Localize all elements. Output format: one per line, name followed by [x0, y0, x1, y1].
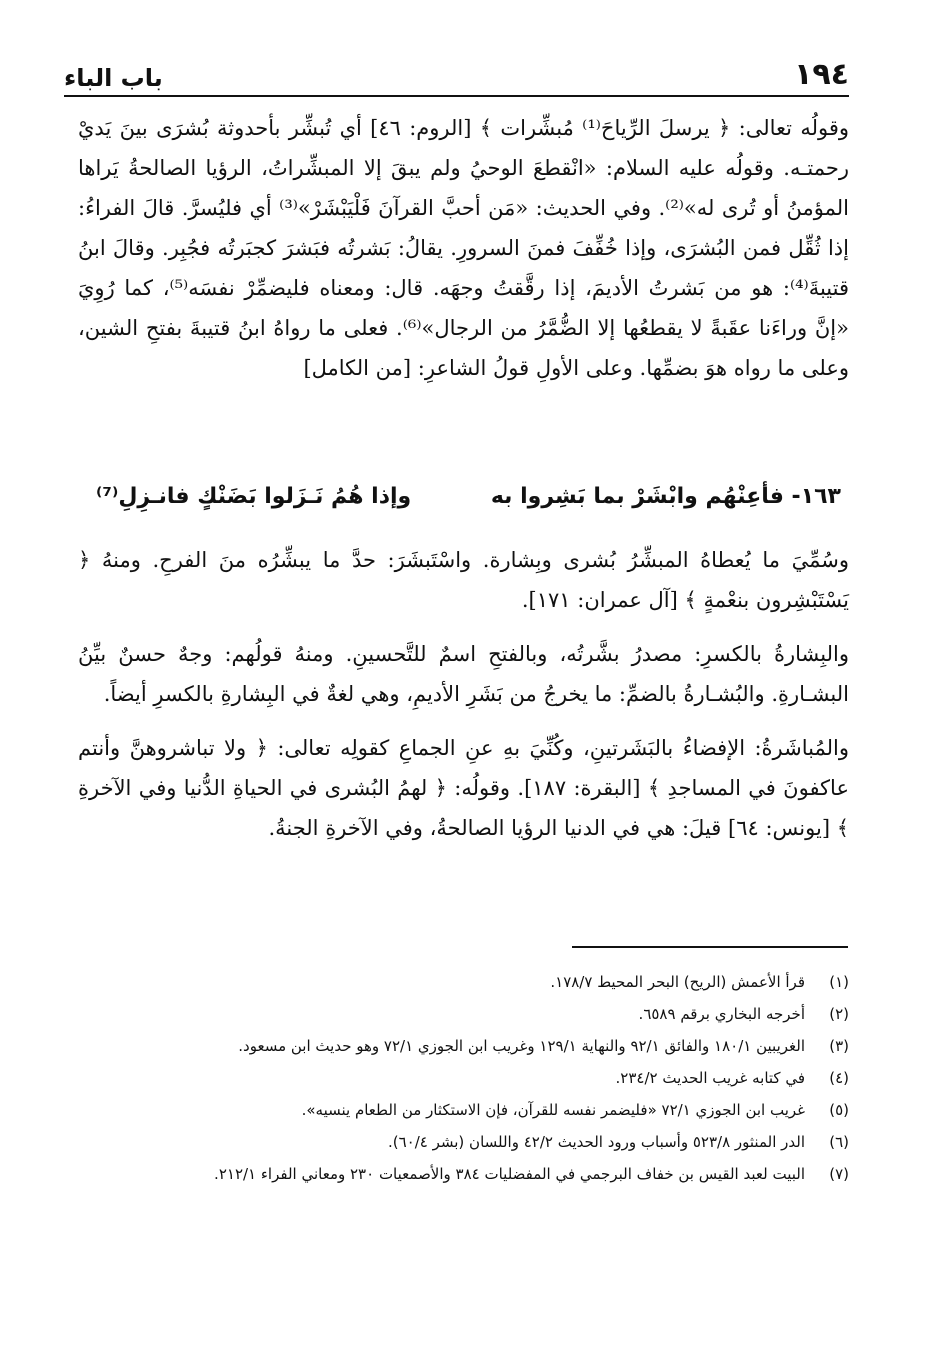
- verse-second-hemistich: وإذا هُمُ نَـزَلوا بَضَنْكٍ فانـزِلِ⁽⁷⁾: [96, 484, 412, 509]
- paragraph: وسُمِّيَ ما يُعطاهُ المبشِّرُ بُشرى وبِشارة. واسْتَبشَرَ: حدَّ ما يبشِّرُه منَ الفرحِ. ومنهُ ﴿ يَسْتَبْشِرون بنعْمةٍ ﴾ [آل عمران: ١٧١].: [78, 548, 849, 612]
- poetry-verse: [96, 484, 841, 530]
- paragraph: والبِشارةُ بالكسرِ: مصدرُ بشَّرتُه، وبالفتحِ اسمٌ للتَّحسينِ. ومنهُ قولُهم: وجهٌ حسنٌ بيِّنُ البشـارةِ. والبُشـارةُ بالضمِّ: ما يخرجُ من بَشَرِ الأديمِ، وهي لغةٌ في البِشارةِ بالكسرِ أيضاً.: [78, 642, 849, 706]
- footnote: [78, 1000, 849, 1029]
- footnote-number: (٧): [829, 1165, 849, 1183]
- footnote: [78, 1064, 849, 1093]
- page-header: [64, 48, 849, 92]
- footnote-text: قرأ الأعمش (الريح) البحر المحيط ١٧٨/٧.: [550, 973, 805, 991]
- footnote-separator: [572, 946, 848, 948]
- page-number: ١٩٤: [794, 57, 849, 92]
- footnote-number: (٥): [829, 1101, 849, 1119]
- header-rule: [64, 95, 849, 97]
- paragraph: وقولُه تعالى: ﴿ يرسلَ الرِّياحَ⁽¹⁾ مُبشِّرات ﴾ [الروم: ٤٦] أي تُبشِّر بأحدوثة بُشرَى بينَ يَديْ رحمتـه. وقولُه عليه السلام: «انْقطعَ الوحيُ ولم يبقَ إلا المبشِّراتُ، الرؤيا الصالحةُ يَراها المؤمنُ أو تُرى له»⁽²⁾. وفي الحديث: «مَن أحبَّ القرآنَ فَلْيَبْشَرْ»⁽³⁾ أي فليُسرَّ. قالَ الفراءُ: إذا ثُقِّل فمن البُشرَى، وإذا خُفِّفَ فمنَ السرورِ. يقالُ: بَشرتُه فبَشرَ كجبَرتُه فجُبِر. وقالَ ابنُ قتيبةَ⁽⁴⁾: هو من بَشرتُ الأديمَ، إذا رقَّقتُ وجهَه. قال: ومعناه فليضمِّرْ نفسَه⁽⁵⁾، كما رُوِيَ «إنَّ وراءَنا عقَبةً لا يقطعُها إلا الضُّمَّرُ من الرجال»⁽⁶⁾. فعلى ما رواهُ ابنُ قتيبةَ بفتحِ الشين، وعلى ما رواه هوَ بضمِّها. وعلى الأولِ قولُ الشاعرِ: [من الكامل]: [78, 116, 850, 380]
- footnote-text: الغريبين ١٨٠/١ والفائق ٩٢/١ والنهاية ١٢٩/١ وغريب ابن الجوزي ٧٢/١ وهو حديث ابن مسعود.: [238, 1037, 805, 1055]
- footnote-number: (٤): [829, 1069, 849, 1087]
- footnote-number: (٣): [829, 1037, 849, 1055]
- verse-first-hemistich: ١٦٣- فأعِنْهُم وابْشَرْ بما بَشِروا به: [490, 484, 841, 509]
- main-text-continued: [78, 540, 849, 848]
- footnote: [78, 968, 849, 997]
- footnote-text: أخرجه البخاري برقم ٦٥٨٩.: [638, 1005, 805, 1023]
- footnote: [78, 1160, 849, 1189]
- paragraph: والمُباشَرةُ: الإفضاءُ بالبَشَرتينِ، وكُنِّيَ بهِ عنِ الجماعِ كقولِه تعالى: ﴿ ولا تباشروهنَّ وأنتم عاكفونَ في المساجدِ ﴾ [البقرة: ١٨٧]. وقولُه: ﴿ لهمُ البُشرى في الحياةِ الدُّنيا وفي الآخرةِ ﴾ [يونس: ٦٤] قيلَ: هي في الدنيا الرؤيا الصالحةُ، وفي الآخرةِ الجنةُ.: [78, 736, 849, 840]
- footnotes: [78, 968, 849, 1189]
- footnote-text: الدر المنثور ٥٢٣/٨ وأسباب ورود الحديث ٤٢/٢ واللسان (بشر ٦٠/٤).: [387, 1133, 805, 1151]
- footnote-text: البيت لعبد القيس بن خفاف البرجمي في المفضليات ٣٨٤ والأصمعيات ٢٣٠ ومعاني الفراء ٢١٢/١.: [214, 1165, 805, 1183]
- footnote: [78, 1128, 849, 1157]
- footnote: [78, 1032, 849, 1061]
- main-text: [78, 108, 849, 388]
- running-title: باب الباء: [64, 64, 163, 92]
- footnote-number: (٢): [829, 1005, 849, 1023]
- footnote: [78, 1096, 849, 1125]
- footnote-number: (٦): [829, 1133, 849, 1151]
- footnote-text: غريب ابن الجوزي ٧٢/١ «فليضمر نفسه للقرآن، فإن الاستكثار من الطعام ينسيه».: [301, 1101, 805, 1119]
- footnote-number: (١): [829, 973, 849, 991]
- footnote-text: في كتابه غريب الحديث ٢٣٤/٢.: [615, 1069, 805, 1087]
